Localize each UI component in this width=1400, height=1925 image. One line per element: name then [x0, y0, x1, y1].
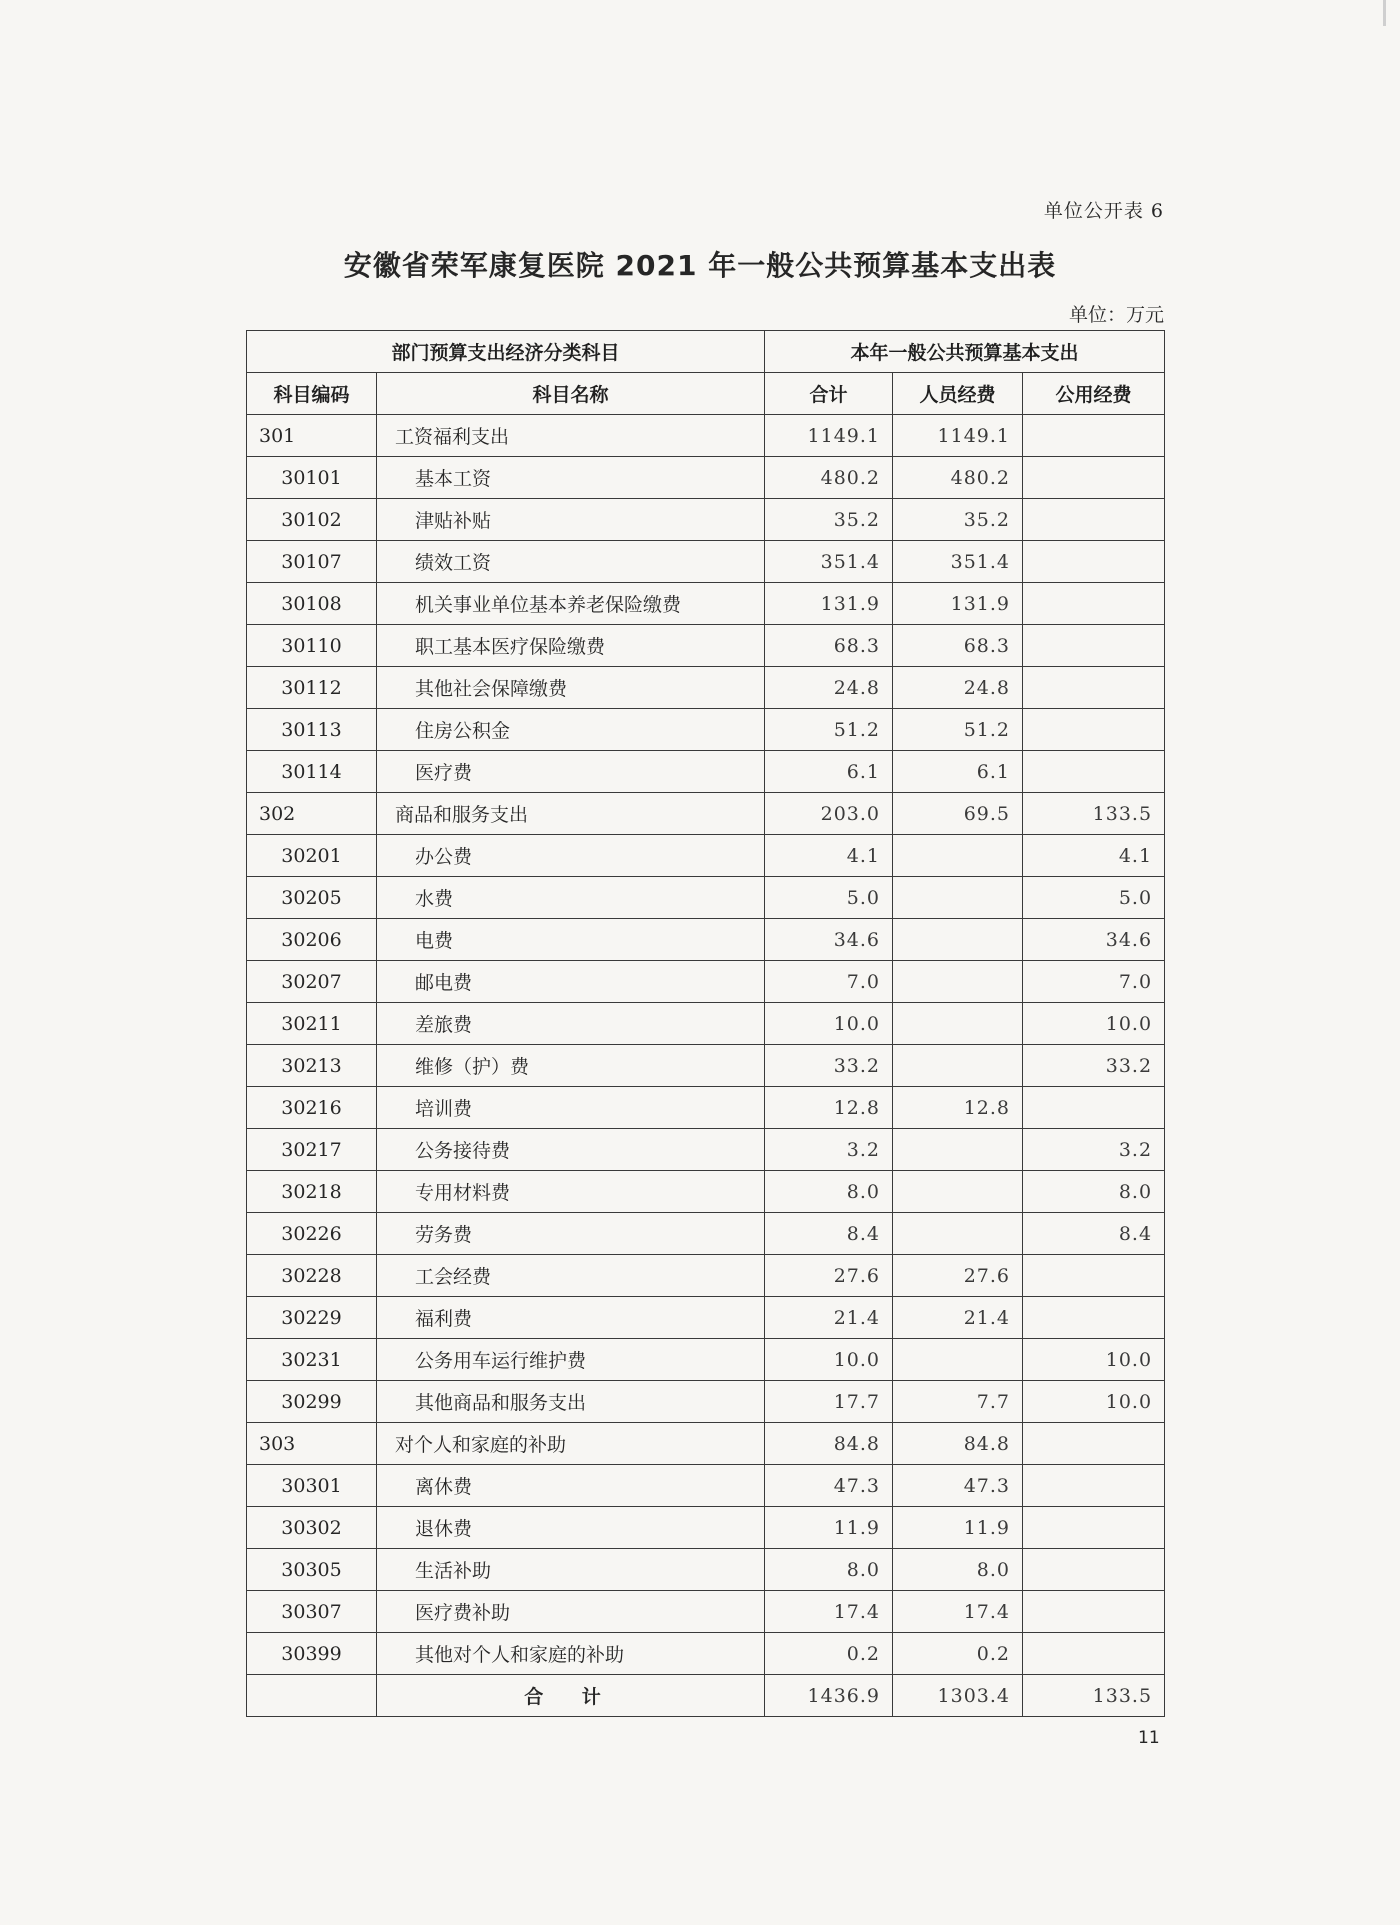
personnel-cell: 480.2 — [893, 457, 1023, 499]
total-cell: 51.2 — [765, 709, 893, 751]
name-cell: 绩效工资 — [377, 541, 765, 583]
total-cell: 35.2 — [765, 499, 893, 541]
name-cell: 差旅费 — [377, 1003, 765, 1045]
name-cell: 商品和服务支出 — [377, 793, 765, 835]
table-row — [247, 1087, 1165, 1129]
public-cell: 8.0 — [1023, 1171, 1165, 1213]
code-cell: 30217 — [247, 1129, 377, 1171]
table-row — [247, 1423, 1165, 1465]
public-cell — [1023, 1255, 1165, 1297]
personnel-cell: 11.9 — [893, 1507, 1023, 1549]
total-personnel-cell: 1303.4 — [893, 1675, 1023, 1717]
total-cell: 3.2 — [765, 1129, 893, 1171]
public-cell: 8.4 — [1023, 1213, 1165, 1255]
personnel-cell: 47.3 — [893, 1465, 1023, 1507]
code-cell: 30112 — [247, 667, 377, 709]
total-cell: 21.4 — [765, 1297, 893, 1339]
table-row — [247, 1297, 1165, 1339]
code-cell: 30110 — [247, 625, 377, 667]
total-cell: 24.8 — [765, 667, 893, 709]
public-cell — [1023, 1465, 1165, 1507]
column-header-personnel: 人员经费 — [893, 373, 1023, 415]
total-code-cell — [247, 1675, 377, 1717]
total-sum-cell: 1436.9 — [765, 1675, 893, 1717]
personnel-cell: 51.2 — [893, 709, 1023, 751]
public-cell — [1023, 1549, 1165, 1591]
public-cell — [1023, 1633, 1165, 1675]
public-cell — [1023, 415, 1165, 457]
column-header-row — [247, 373, 1165, 415]
personnel-cell — [893, 961, 1023, 1003]
name-cell: 机关事业单位基本养老保险缴费 — [377, 583, 765, 625]
name-cell: 离休费 — [377, 1465, 765, 1507]
name-cell: 水费 — [377, 877, 765, 919]
total-cell: 33.2 — [765, 1045, 893, 1087]
total-cell: 11.9 — [765, 1507, 893, 1549]
public-cell — [1023, 1423, 1165, 1465]
code-cell: 30301 — [247, 1465, 377, 1507]
public-cell: 10.0 — [1023, 1381, 1165, 1423]
personnel-cell — [893, 1213, 1023, 1255]
name-cell: 职工基本医疗保险缴费 — [377, 625, 765, 667]
code-cell: 30201 — [247, 835, 377, 877]
code-cell: 30228 — [247, 1255, 377, 1297]
table-row — [247, 877, 1165, 919]
total-cell: 84.8 — [765, 1423, 893, 1465]
table-row — [247, 1507, 1165, 1549]
code-cell: 30107 — [247, 541, 377, 583]
code-cell: 30102 — [247, 499, 377, 541]
table-row — [247, 1171, 1165, 1213]
scan-edge-mark — [1383, 0, 1386, 26]
personnel-cell: 84.8 — [893, 1423, 1023, 1465]
public-cell — [1023, 709, 1165, 751]
public-cell: 5.0 — [1023, 877, 1165, 919]
total-cell: 12.8 — [765, 1087, 893, 1129]
personnel-cell — [893, 1045, 1023, 1087]
table-row — [247, 457, 1165, 499]
group-header-expenditure: 本年一般公共预算基本支出 — [765, 331, 1165, 373]
name-cell: 公务接待费 — [377, 1129, 765, 1171]
name-cell: 基本工资 — [377, 457, 765, 499]
total-cell: 68.3 — [765, 625, 893, 667]
total-cell: 4.1 — [765, 835, 893, 877]
personnel-cell: 6.1 — [893, 751, 1023, 793]
document-title: 安徽省荣军康复医院 2021 年一般公共预算基本支出表 — [343, 249, 1057, 282]
code-cell: 301 — [247, 415, 377, 457]
public-cell: 4.1 — [1023, 835, 1165, 877]
public-cell: 10.0 — [1023, 1339, 1165, 1381]
total-cell: 27.6 — [765, 1255, 893, 1297]
name-cell: 对个人和家庭的补助 — [377, 1423, 765, 1465]
personnel-cell: 17.4 — [893, 1591, 1023, 1633]
code-cell: 30108 — [247, 583, 377, 625]
total-cell: 10.0 — [765, 1003, 893, 1045]
personnel-cell: 12.8 — [893, 1087, 1023, 1129]
name-cell: 工会经费 — [377, 1255, 765, 1297]
public-cell — [1023, 1297, 1165, 1339]
table-row — [247, 1465, 1165, 1507]
code-cell: 30206 — [247, 919, 377, 961]
group-header-classification: 部门预算支出经济分类科目 — [247, 331, 765, 373]
name-cell: 办公费 — [377, 835, 765, 877]
table-row — [247, 1255, 1165, 1297]
total-label-cell: 合 计 — [377, 1675, 765, 1717]
code-cell: 30114 — [247, 751, 377, 793]
personnel-cell: 131.9 — [893, 583, 1023, 625]
total-cell: 47.3 — [765, 1465, 893, 1507]
total-cell: 0.2 — [765, 1633, 893, 1675]
code-cell: 30218 — [247, 1171, 377, 1213]
group-header-row — [247, 331, 1165, 373]
table-body — [247, 415, 1165, 1675]
personnel-cell: 0.2 — [893, 1633, 1023, 1675]
total-cell: 1149.1 — [765, 415, 893, 457]
public-cell: 33.2 — [1023, 1045, 1165, 1087]
total-cell: 203.0 — [765, 793, 893, 835]
unit-label: 单位：万元 — [1068, 304, 1164, 326]
total-cell: 131.9 — [765, 583, 893, 625]
personnel-cell: 35.2 — [893, 499, 1023, 541]
code-cell: 30231 — [247, 1339, 377, 1381]
name-cell: 其他对个人和家庭的补助 — [377, 1633, 765, 1675]
public-cell: 3.2 — [1023, 1129, 1165, 1171]
personnel-cell — [893, 1129, 1023, 1171]
public-cell — [1023, 667, 1165, 709]
column-header-total: 合计 — [765, 373, 893, 415]
total-cell: 17.4 — [765, 1591, 893, 1633]
table-row — [247, 625, 1165, 667]
code-cell: 30205 — [247, 877, 377, 919]
personnel-cell: 7.7 — [893, 1381, 1023, 1423]
public-cell: 34.6 — [1023, 919, 1165, 961]
table-row — [247, 709, 1165, 751]
personnel-cell: 27.6 — [893, 1255, 1023, 1297]
column-header-name: 科目名称 — [377, 373, 765, 415]
code-cell: 30226 — [247, 1213, 377, 1255]
name-cell: 福利费 — [377, 1297, 765, 1339]
code-cell: 30213 — [247, 1045, 377, 1087]
personnel-cell: 8.0 — [893, 1549, 1023, 1591]
budget-expenditure-table — [246, 330, 1165, 1717]
name-cell: 生活补助 — [377, 1549, 765, 1591]
total-cell: 8.0 — [765, 1549, 893, 1591]
personnel-cell: 351.4 — [893, 541, 1023, 583]
public-cell: 7.0 — [1023, 961, 1165, 1003]
total-cell: 8.4 — [765, 1213, 893, 1255]
table-code-label: 单位公开表 6 — [1043, 200, 1164, 222]
table-row — [247, 541, 1165, 583]
code-cell: 30302 — [247, 1507, 377, 1549]
code-cell: 30113 — [247, 709, 377, 751]
total-row — [247, 1675, 1165, 1717]
total-public-cell: 133.5 — [1023, 1675, 1165, 1717]
public-cell: 133.5 — [1023, 793, 1165, 835]
public-cell — [1023, 541, 1165, 583]
personnel-cell — [893, 877, 1023, 919]
name-cell: 医疗费补助 — [377, 1591, 765, 1633]
name-cell: 劳务费 — [377, 1213, 765, 1255]
public-cell — [1023, 499, 1165, 541]
table-row — [247, 1003, 1165, 1045]
personnel-cell — [893, 1171, 1023, 1213]
name-cell: 专用材料费 — [377, 1171, 765, 1213]
table-row — [247, 919, 1165, 961]
name-cell: 退休费 — [377, 1507, 765, 1549]
table-row — [247, 583, 1165, 625]
name-cell: 住房公积金 — [377, 709, 765, 751]
table-row — [247, 499, 1165, 541]
name-cell: 其他商品和服务支出 — [377, 1381, 765, 1423]
column-header-code: 科目编码 — [247, 373, 377, 415]
personnel-cell — [893, 1339, 1023, 1381]
total-cell: 480.2 — [765, 457, 893, 499]
table-row — [247, 1213, 1165, 1255]
code-cell: 30305 — [247, 1549, 377, 1591]
table-row — [247, 1633, 1165, 1675]
public-cell: 10.0 — [1023, 1003, 1165, 1045]
table-row — [247, 1381, 1165, 1423]
name-cell: 维修（护）费 — [377, 1045, 765, 1087]
name-cell: 其他社会保障缴费 — [377, 667, 765, 709]
personnel-cell: 68.3 — [893, 625, 1023, 667]
personnel-cell: 1149.1 — [893, 415, 1023, 457]
personnel-cell — [893, 919, 1023, 961]
total-cell: 34.6 — [765, 919, 893, 961]
code-cell: 30299 — [247, 1381, 377, 1423]
name-cell: 津贴补贴 — [377, 499, 765, 541]
table-row — [247, 835, 1165, 877]
personnel-cell: 24.8 — [893, 667, 1023, 709]
table-row — [247, 1549, 1165, 1591]
code-cell: 30229 — [247, 1297, 377, 1339]
public-cell — [1023, 457, 1165, 499]
table-row — [247, 1045, 1165, 1087]
public-cell — [1023, 751, 1165, 793]
name-cell: 邮电费 — [377, 961, 765, 1003]
personnel-cell: 21.4 — [893, 1297, 1023, 1339]
page-number: 11 — [1138, 1728, 1160, 1748]
personnel-cell — [893, 1003, 1023, 1045]
total-cell: 17.7 — [765, 1381, 893, 1423]
name-cell: 医疗费 — [377, 751, 765, 793]
total-cell: 7.0 — [765, 961, 893, 1003]
table-row — [247, 667, 1165, 709]
total-cell: 6.1 — [765, 751, 893, 793]
table-row — [247, 751, 1165, 793]
table-row — [247, 415, 1165, 457]
code-cell: 30216 — [247, 1087, 377, 1129]
table-row — [247, 961, 1165, 1003]
public-cell — [1023, 583, 1165, 625]
total-cell: 5.0 — [765, 877, 893, 919]
total-cell: 351.4 — [765, 541, 893, 583]
code-cell: 30399 — [247, 1633, 377, 1675]
column-header-public: 公用经费 — [1023, 373, 1165, 415]
table-row — [247, 1591, 1165, 1633]
public-cell — [1023, 625, 1165, 667]
public-cell — [1023, 1507, 1165, 1549]
total-cell: 8.0 — [765, 1171, 893, 1213]
table-row — [247, 1129, 1165, 1171]
total-cell: 10.0 — [765, 1339, 893, 1381]
code-cell: 303 — [247, 1423, 377, 1465]
table-row — [247, 793, 1165, 835]
public-cell — [1023, 1591, 1165, 1633]
code-cell: 30101 — [247, 457, 377, 499]
public-cell — [1023, 1087, 1165, 1129]
name-cell: 培训费 — [377, 1087, 765, 1129]
name-cell: 电费 — [377, 919, 765, 961]
code-cell: 302 — [247, 793, 377, 835]
personnel-cell — [893, 835, 1023, 877]
code-cell: 30207 — [247, 961, 377, 1003]
code-cell: 30211 — [247, 1003, 377, 1045]
personnel-cell: 69.5 — [893, 793, 1023, 835]
code-cell: 30307 — [247, 1591, 377, 1633]
name-cell: 工资福利支出 — [377, 415, 765, 457]
name-cell: 公务用车运行维护费 — [377, 1339, 765, 1381]
table-row — [247, 1339, 1165, 1381]
